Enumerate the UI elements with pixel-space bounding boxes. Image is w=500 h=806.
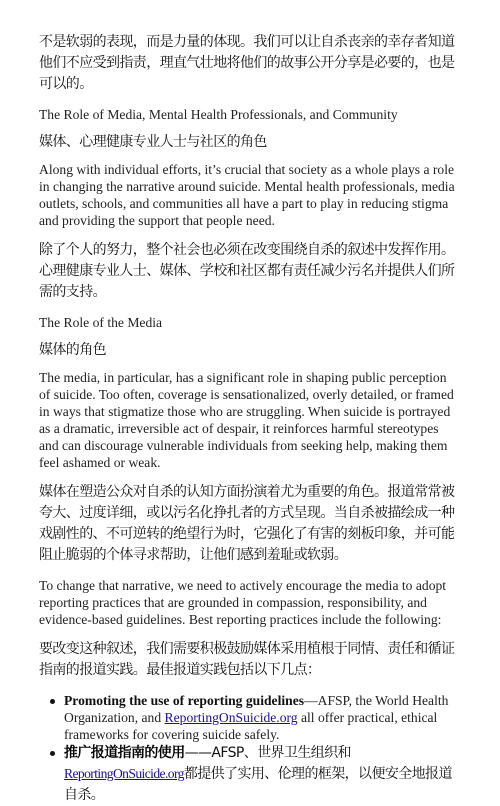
list-item [64, 743, 461, 806]
paragraph-en-society: Along with individual efforts, it’s crucial that society as a whole plays a role in changing the narrative around suicide. Mental health professionals, media outlets, schools, and communities all have a part to play in reducing stigma and providing the support that people need. [39, 162, 455, 228]
list-item-bold-en: Promoting the use of reporting guidelines [64, 693, 305, 708]
paragraph-zh-media: 媒体在塑造公众对自杀的认知方面扮演着尤为重要的角色。报道常常被夸大、过度详细，或以污名化挣扎者的方式呈现。当自杀被描绘成一种戏剧性的、不可逆转的绝望行为时，它强化了有害的刻板印象，并可能阻止脆弱的个体寻求帮助，让他们感到羞耻或软弱。 [39, 484, 455, 563]
article-body [39, 32, 461, 806]
list-item-text-en-b: all offer practical, ethical frameworks for covering suicide safely. [64, 710, 438, 742]
section-heading-zh: 媒体、心理健康专业人士与社区的角色 [39, 134, 267, 150]
paragraph-zh-practices: 要改变这种叙述，我们需要积极鼓励媒体采用植根于同情、责任和循证指南的报道实践。最佳报道实践包括以下几点： [39, 641, 455, 678]
bullet-icon [50, 751, 55, 756]
reportingonsuicide-link-zh[interactable]: ReportingOnSuicide.org [64, 766, 184, 781]
subsection-heading-en: The Role of the Media [39, 315, 163, 330]
paragraph-zh-society: 除了个人的努力，整个社会也必须在改变围绕自杀的叙述中发挥作用。心理健康专业人士、媒体、学校和社区都有责任减少污名并提供人们所需的支持。 [39, 242, 455, 300]
list-item-bold-zh: 推广报道指南的使用 [64, 745, 185, 761]
list-item [64, 692, 461, 743]
list-item-text-en-a: —AFSP, the World Health Organization, and [64, 693, 449, 725]
reportingonsuicide-link-en[interactable]: ReportingOnSuicide.org [164, 710, 298, 725]
section-heading-en: The Role of Media, Mental Health Professionals, and Community [39, 107, 398, 122]
reporting-practices-list [39, 692, 461, 806]
paragraph-zh-intro: 不是软弱的表现，而是力量的体现。我们可以让自杀丧亲的幸存者知道他们不应受到指责，理直气壮地将他们的故事公开分享是必要的，也是可以的。 [39, 34, 455, 92]
paragraph-en-practices: To change that narrative, we need to actively encourage the media to adopt reporting practices that are grounded in compassion, responsibility, and evidence-based guidelines. Best reporting practices include the following: [39, 578, 447, 627]
paragraph-en-media: The media, in particular, has a significant role in shaping public perception of suicide. Too often, coverage is sensationalized, overly detailed, or framed in ways that stigmatize those who are struggling. When suicide is portrayed as a dramatic, irreversible act of despair, it reinforces harmful stereotypes and can discourage vulnerable individuals from seeking help, making them feel ashamed or weak. [39, 370, 454, 470]
bullet-icon [50, 699, 55, 704]
list-item-text-zh-a: ——AFSP、世界卫生组织和 [184, 745, 351, 761]
list-item-text-zh-b: 都提供了实用、伦理的框架，以便安全地报道自杀。 [64, 766, 452, 803]
subsection-heading-zh: 媒体的角色 [39, 342, 106, 358]
